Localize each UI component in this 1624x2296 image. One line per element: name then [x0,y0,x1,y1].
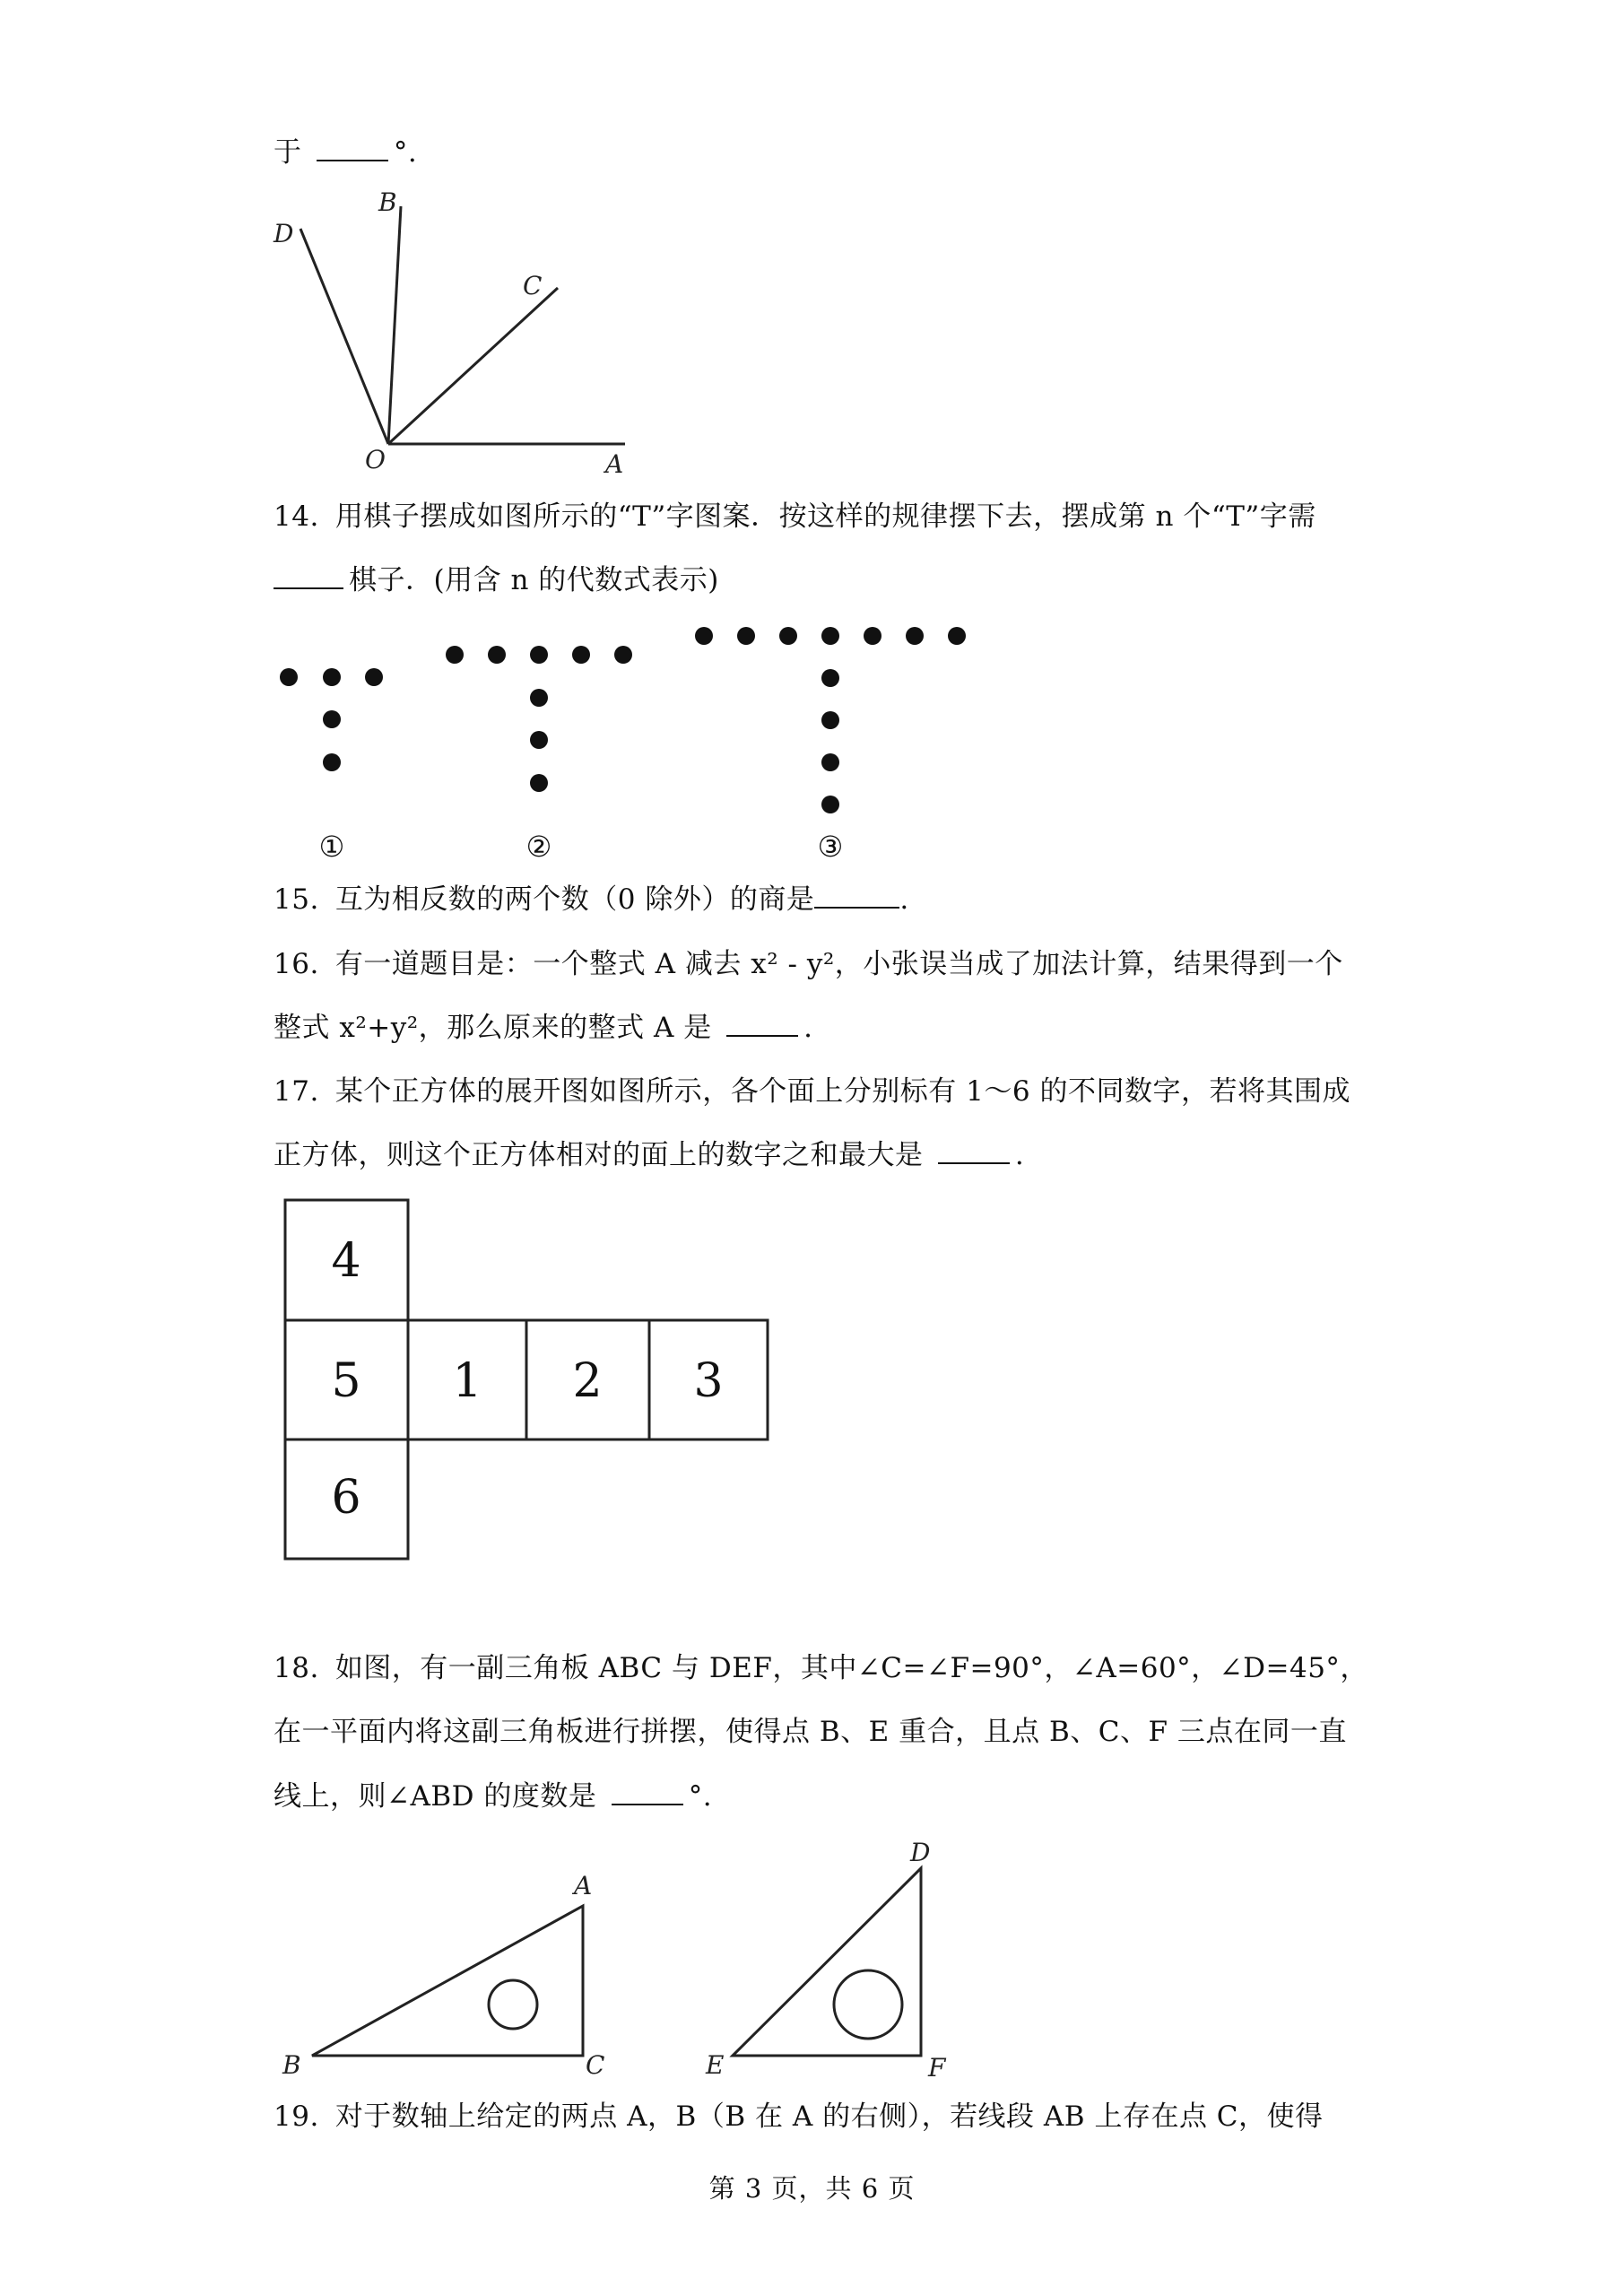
label-d: D [274,219,294,248]
q18-line2 [274,1714,1347,1750]
q17-end: . [1014,1139,1025,1171]
q18-end: °. [688,1780,713,1813]
angle-figure [265,184,641,480]
net-number-2: 2 [572,1354,603,1408]
q15-end: . [899,883,909,916]
label-b2: B [282,2050,301,2080]
q18-number: 18. [274,1652,319,1684]
ray-oc [388,288,558,444]
t-pattern-figure [269,610,986,870]
t-pattern-2 [446,646,632,792]
q15-text: 互为相反数的两个数（0 除外）的商是 [334,883,815,916]
q18-text-2: 在一平面内将这副三角板进行拼摆，使得点 B、E 重合，且点 B、C、F 三点在同一直 [274,1716,1347,1748]
q13-end: °. [393,136,418,169]
ray-ob [388,206,401,444]
q17-line2 [274,1137,1024,1173]
q16-number: 16. [274,948,319,980]
label-f2: F [928,2053,946,2083]
pattern-label-3: ③ [817,830,844,864]
cube-net-figure [278,1193,780,1570]
net-number-3: 3 [693,1354,724,1408]
label-c2: C [586,2050,605,2080]
q18-answer-blank[interactable] [612,1779,683,1805]
q19-number: 19. [274,2100,319,2133]
q18-text-3: 线上，则∠ABD 的度数是 [274,1780,597,1813]
net-number-6: 6 [331,1471,361,1525]
q16-line1 [274,946,1343,982]
ray-od [300,229,388,444]
q13-answer-blank[interactable] [317,135,388,161]
triangle-abc [312,1906,583,2056]
q18-text-1: 如图，有一副三角板 ABC 与 DEF，其中∠C=∠F=90°，∠A=60°，∠D=45°， [334,1652,1368,1684]
q17-text-1: 某个正方体的展开图如图所示，各个面上分别标有 1～6 的不同数字，若将其围成 [334,1075,1350,1108]
q15-line [274,882,909,918]
triangles-figure [269,1834,986,2085]
q18-line1 [274,1650,1368,1686]
q16-end: . [803,1012,813,1044]
page-footer: 第 3 页，共 6 页 [708,2173,916,2204]
q19-text-1: 对于数轴上给定的两点 A，B（B 在 A 的右侧），若线段 AB 上存在点 C，使得 [334,2100,1324,2133]
q13-tail [274,135,417,170]
q15-number: 15. [274,883,319,916]
q16-line2 [274,1010,813,1046]
q17-line1 [274,1074,1350,1109]
label-o: O [365,445,386,474]
q14-number: 14. [274,500,319,533]
q17-answer-blank[interactable] [938,1137,1010,1164]
label-c: C [523,271,543,300]
q14-answer-blank[interactable] [274,562,343,589]
q18-line3 [274,1779,712,1814]
pattern-label-1: ① [318,830,345,864]
t-pattern-1 [280,668,383,771]
label-b: B [378,187,397,217]
net-number-4: 4 [331,1234,361,1288]
q14-text-1: 用棋子摆成如图所示的“T”字图案．按这样的规律摆下去，摆成第 n 个“T”字需 [334,500,1316,533]
q19-line1 [274,2099,1324,2135]
label-d2: D [910,1838,931,1867]
label-e2: E [706,2050,725,2080]
label-a2: A [574,1871,593,1900]
q15-answer-blank[interactable] [814,882,899,909]
q13-text: 于 [274,136,302,169]
net-number-1: 1 [452,1354,482,1408]
triangle-def-hole [834,1970,902,2039]
label-a: A [605,449,624,479]
q14-line2 [274,562,719,598]
q17-number: 17. [274,1075,319,1108]
t-pattern-3 [695,627,966,813]
q14-line1 [274,499,1316,535]
pattern-label-2: ② [525,830,552,864]
triangle-abc-hole [489,1980,537,2029]
q16-answer-blank[interactable] [726,1010,798,1037]
q14-text-2: 棋子．(用含 n 的代数式表示) [349,564,719,596]
q16-text-2: 整式 x²+y²，那么原来的整式 A 是 [274,1012,712,1044]
net-number-5: 5 [331,1354,361,1408]
q17-text-2: 正方体，则这个正方体相对的面上的数字之和最大是 [274,1139,924,1171]
q16-text-1: 有一道题目是：一个整式 A 减去 x² - y²，小张误当成了加法计算，结果得到一个 [334,948,1343,980]
